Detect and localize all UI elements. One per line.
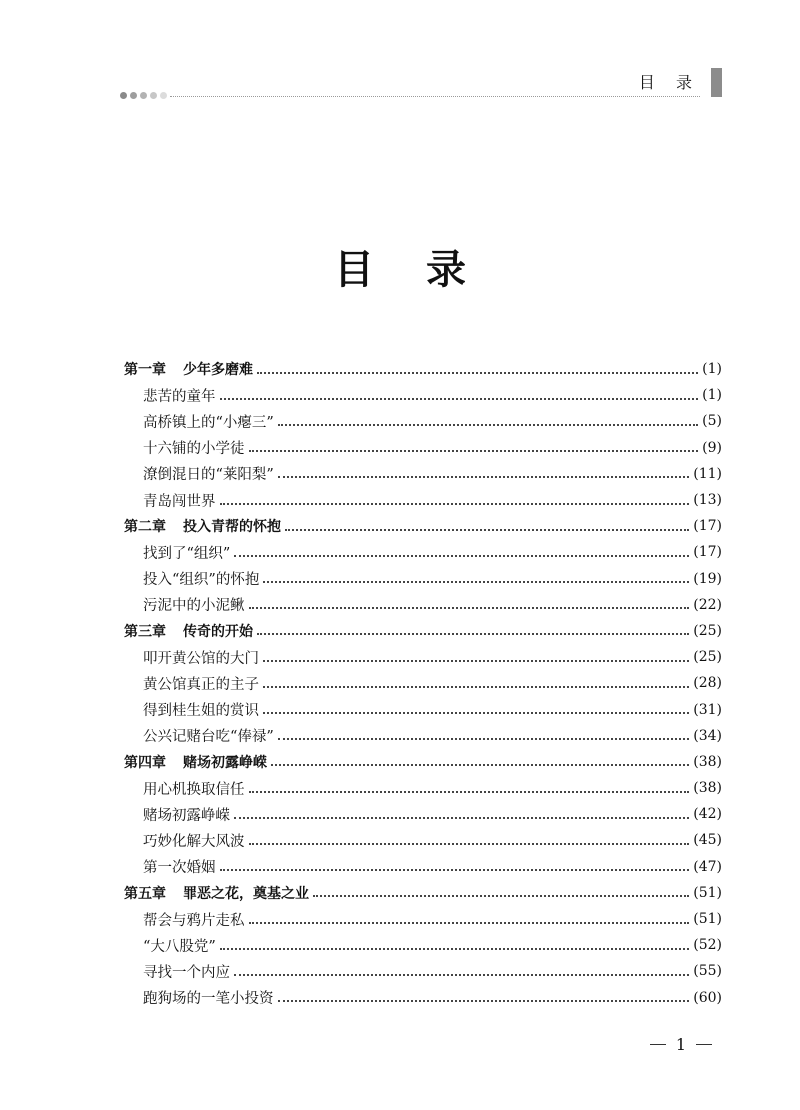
dot-leader [278,999,690,1002]
dot-leader [257,371,698,374]
table-of-contents [124,356,722,1011]
chapter-number: 第三章 [124,623,166,640]
dot-leader [249,921,690,924]
toc-entry-title: 少年多磨难 [183,362,253,379]
toc-entry-title: 叩开黄公馆的大门 [143,650,259,667]
dot-leader [234,816,689,819]
dot-leader [220,397,699,400]
header-title: 目 录 [638,73,700,92]
toc-page-number: (19) [693,570,722,587]
toc-entry-title: 高桥镇上的“小瘪三” [143,414,274,431]
toc-page-number: (13) [693,492,722,509]
toc-entry-title: 黄公馆真正的主子 [143,676,259,693]
toc-section[interactable] [124,382,722,408]
chapter-number: 第四章 [124,754,166,771]
header-dotted-rule [170,96,700,97]
chapter-number: 第二章 [124,519,166,536]
toc-entry-title: 赌场初露峥嵘 [183,754,267,771]
toc-chapter[interactable] [124,749,722,775]
dot-leader [313,894,689,897]
toc-section[interactable] [124,539,722,565]
footer-dash-right [696,1044,712,1045]
toc-page-number: (1) [702,387,722,404]
dot-leader [263,711,689,714]
toc-entry-title: 潦倒混日的“莱阳梨” [143,467,274,484]
dot-leader [234,554,689,557]
toc-page-number: (51) [693,911,722,928]
toc-entry-title: 罪恶之花，奠基之业 [183,885,309,902]
toc-entry-title: 找到了“组织” [143,545,231,562]
dot-leader [220,947,689,950]
dot-leader [220,502,690,505]
toc-page-number: (17) [693,544,722,561]
page-title: 目录 [334,247,518,293]
dot-leader [249,790,690,793]
toc-entry-title: 得到桂生姐的赏识 [143,703,259,720]
dot-leader [278,737,689,740]
header-dot [160,92,167,99]
toc-entry-title: 帮会与鸦片走私 [143,912,245,929]
toc-page-number: (1) [702,361,722,378]
toc-entry-title: 污泥中的小泥鳅 [143,598,245,615]
toc-page-number: (31) [693,701,722,718]
toc-section[interactable] [124,985,722,1011]
header-tab-marker [711,68,722,97]
header-dot [120,92,127,99]
toc-entry-title: “大八股党” [143,938,216,955]
chapter-number: 第一章 [124,362,166,379]
toc-entry-title: 公兴记赌台吃“俸禄” [143,729,274,746]
page-footer [650,1034,712,1054]
toc-section[interactable] [124,801,722,827]
dot-leader [263,659,689,662]
toc-chapter[interactable] [124,880,722,906]
toc-entry-title: 寻找一个内应 [143,964,230,981]
chapter-number: 第五章 [124,885,166,902]
toc-entry-title: 巧妙化解大风波 [143,833,245,850]
toc-page-number: (45) [693,832,722,849]
toc-page-number: (47) [693,858,722,875]
footer-dash-left [650,1044,666,1045]
toc-page-number: (5) [702,413,722,430]
toc-section[interactable] [124,854,722,880]
toc-page-number: (51) [693,884,722,901]
dot-leader [249,606,690,609]
toc-section[interactable] [124,592,722,618]
toc-entry-title: 青岛闯世界 [143,493,216,510]
toc-page-number: (34) [693,727,722,744]
header-dots [120,92,167,100]
toc-section[interactable] [124,670,722,696]
toc-entry-title: 十六铺的小学徒 [143,441,245,458]
running-header [120,66,722,102]
toc-section[interactable] [124,487,722,513]
dot-leader [278,423,698,426]
toc-entry-title: 第一次婚姻 [143,860,216,877]
toc-page-number: (25) [693,622,722,639]
toc-page-number: (11) [693,465,722,482]
header-dot [150,92,157,99]
toc-entry-title: 投入青帮的怀抱 [183,519,281,536]
toc-section[interactable] [124,723,722,749]
toc-page-number: (22) [693,596,722,613]
dot-leader [271,763,689,766]
toc-entry-title: 投入“组织”的怀抱 [143,572,260,589]
toc-section[interactable] [124,775,722,801]
dot-leader [263,580,689,583]
toc-page-number: (55) [693,963,722,980]
toc-page-number: (42) [693,806,722,823]
toc-page-number: (52) [693,937,722,954]
dot-leader [257,632,689,635]
dot-leader [249,449,699,452]
toc-chapter[interactable] [124,356,722,382]
toc-entry-title: 用心机换取信任 [143,781,245,798]
toc-page-number: (25) [693,649,722,666]
toc-section[interactable] [124,435,722,461]
toc-page-number: (17) [693,518,722,535]
toc-entry-title: 赌场初露峥嵘 [143,807,230,824]
toc-section[interactable] [124,827,722,853]
toc-page-number: (28) [693,675,722,692]
header-dot [140,92,147,99]
toc-section[interactable] [124,408,722,434]
toc-chapter[interactable] [124,618,722,644]
toc-chapter[interactable] [124,513,722,539]
toc-section[interactable] [124,958,722,984]
toc-page-number: (38) [693,780,722,797]
toc-section[interactable] [124,696,722,722]
toc-entry-title: 悲苦的童年 [143,388,216,405]
dot-leader [285,528,689,531]
header-dot [130,92,137,99]
page-number: 1 [675,1034,687,1054]
toc-section[interactable] [124,566,722,592]
toc-section[interactable] [124,461,722,487]
toc-entry-title: 传奇的开始 [183,623,253,640]
dot-leader [278,475,689,478]
toc-section[interactable] [124,644,722,670]
toc-page-number: (60) [693,989,722,1006]
dot-leader [249,842,690,845]
toc-section[interactable] [124,932,722,958]
toc-section[interactable] [124,906,722,932]
toc-page-number: (9) [702,439,722,456]
dot-leader [234,973,689,976]
toc-page-number: (38) [693,753,722,770]
dot-leader [220,868,690,871]
toc-entry-title: 跑狗场的一笔小投资 [143,991,274,1008]
dot-leader [263,685,689,688]
